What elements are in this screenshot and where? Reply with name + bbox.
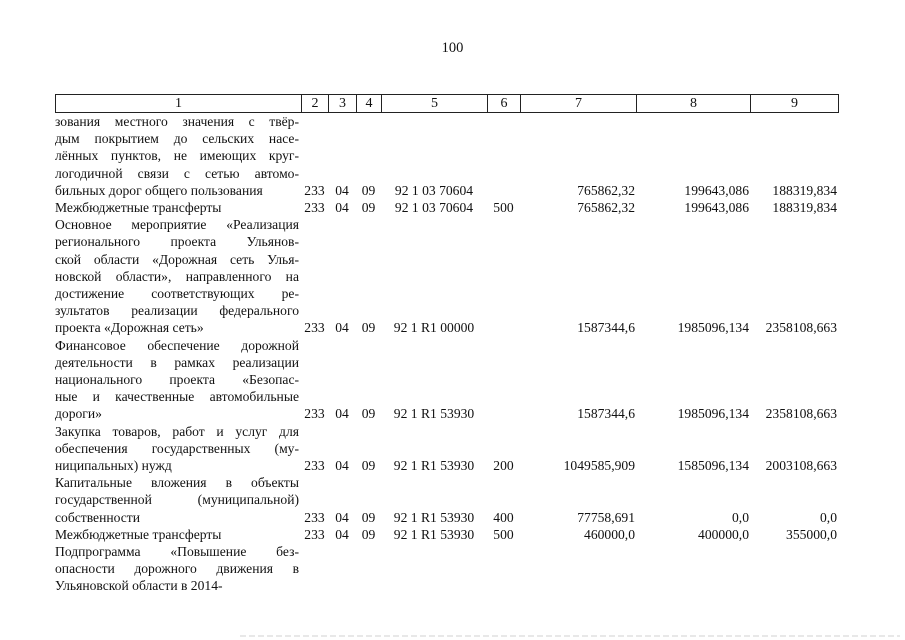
- section-code-cell: 04: [335, 526, 349, 542]
- chapter-code-cell: 233: [304, 509, 325, 525]
- subsection-code-cell: [356, 543, 381, 595]
- chapter-code-cell: 233: [304, 200, 325, 216]
- row-name-line: зования местного значения с твёр-: [55, 114, 299, 129]
- expense-type-cell: [487, 337, 520, 423]
- amount-year2-cell: 1985096,134: [677, 406, 749, 422]
- row-name-line: собственности: [55, 509, 141, 525]
- row-name-line: Основное мероприятие «Реализация: [55, 217, 299, 233]
- table-row: [55, 543, 838, 595]
- row-name-line: Межбюджетные трансферты: [55, 526, 222, 542]
- column-header-row: [56, 95, 839, 113]
- amount-year2-cell: 400000,0: [698, 526, 749, 542]
- row-name-line: Капитальные вложения в объекты: [55, 475, 299, 491]
- target-article-cell: [381, 543, 487, 595]
- row-name-cell: [55, 423, 301, 475]
- table-row: [55, 474, 838, 526]
- column-header-4: 4: [357, 95, 382, 113]
- column-header-6: 6: [488, 95, 521, 113]
- expense-type-cell: 500: [493, 200, 514, 216]
- row-name-line: достижение соответствующих ре-: [55, 286, 299, 302]
- amount-year2-cell: [636, 543, 750, 595]
- row-name-line: Финансовое обеспечение дорожной: [55, 337, 299, 353]
- expense-type-cell: [487, 543, 520, 595]
- target-article-cell: 92 1 03 70604: [394, 200, 474, 216]
- row-name-line: обеспечения государственных (му-: [55, 440, 299, 456]
- budget-table: [55, 113, 838, 595]
- amount-year1-cell: 1587344,6: [577, 320, 635, 336]
- column-header-1: 1: [56, 95, 302, 113]
- amount-year1-cell: 765862,32: [577, 200, 635, 216]
- amount-year1-cell: 765862,32: [577, 182, 635, 198]
- table-row: [55, 526, 838, 543]
- budget-table-body: [55, 113, 838, 595]
- column-header-3: 3: [329, 95, 357, 113]
- expense-type-cell: [487, 216, 520, 336]
- target-article-cell: 92 1 R1 00000: [393, 320, 475, 336]
- target-article-cell: 92 1 R1 53930: [393, 526, 475, 542]
- row-name-line: Подпрограмма «Повышение без-: [55, 544, 299, 560]
- row-name-line: Межбюджетные трансферты: [55, 200, 222, 216]
- amount-year2-cell: 1985096,134: [677, 320, 749, 336]
- table-row: [55, 216, 838, 336]
- section-code-cell: 04: [335, 406, 349, 422]
- row-name-line: Закупка товаров, работ и услуг для: [55, 423, 299, 439]
- row-name-line: новской области», направленного на: [55, 268, 299, 284]
- column-header-7: 7: [521, 95, 637, 113]
- row-name-line: проекта «Дорожная сеть»: [55, 320, 204, 336]
- section-code-cell: 04: [335, 458, 349, 474]
- amount-year3-cell: 188319,834: [772, 182, 837, 198]
- amount-year1-cell: 1049585,909: [563, 458, 635, 474]
- amount-year1-cell: [520, 543, 636, 595]
- row-name-line: ные и качественные автомобильные: [55, 389, 299, 405]
- amount-year2-cell: 1585096,134: [677, 458, 749, 474]
- column-header-2: 2: [302, 95, 329, 113]
- chapter-code-cell: 233: [304, 526, 325, 542]
- row-name-cell: [55, 543, 301, 595]
- amount-year3-cell: 2358108,663: [765, 320, 837, 336]
- chapter-code-cell: 233: [304, 182, 325, 198]
- chapter-code-cell: [301, 543, 328, 595]
- target-article-cell: 92 1 03 70604: [394, 182, 474, 198]
- table-row: [55, 113, 838, 199]
- table-row: [55, 423, 838, 475]
- amount-year1-cell: 460000,0: [584, 526, 635, 542]
- column-header-table: [55, 94, 839, 113]
- row-name-line: государственной (муниципальной): [55, 492, 299, 508]
- subsection-code-cell: 09: [361, 526, 376, 542]
- amount-year3-cell: [750, 543, 838, 595]
- row-name-line: деятельности в рамках реализации: [55, 354, 299, 370]
- subsection-code-cell: 09: [361, 182, 376, 198]
- subsection-code-cell: 09: [361, 406, 376, 422]
- amount-year3-cell: 2003108,663: [765, 458, 837, 474]
- column-header-9: 9: [751, 95, 839, 113]
- row-name-line: регионального проекта Ульянов-: [55, 234, 299, 250]
- section-code-cell: 04: [335, 320, 349, 336]
- target-article-cell: 92 1 R1 53930: [393, 458, 475, 474]
- amount-year2-cell: 199643,086: [684, 182, 749, 198]
- row-name-line: дороги»: [55, 406, 102, 422]
- section-code-cell: 04: [335, 509, 349, 525]
- amount-year1-cell: 77758,691: [577, 509, 635, 525]
- row-name-cell: [55, 113, 301, 199]
- row-name-line: ниципальных) нужд: [55, 458, 172, 474]
- row-name-cell: [55, 474, 301, 526]
- row-name-cell: [55, 526, 301, 543]
- row-name-line: логодичной связи с сетью автомо-: [55, 165, 299, 181]
- row-name-line: бильных дорог общего пользования: [55, 182, 263, 198]
- chapter-code-cell: 233: [304, 406, 325, 422]
- target-article-cell: 92 1 R1 53930: [393, 509, 475, 525]
- chapter-code-cell: 233: [304, 458, 325, 474]
- row-name-line: Ульяновской области в 2014-: [55, 578, 223, 594]
- target-article-cell: 92 1 R1 53930: [393, 406, 475, 422]
- row-name-line: ской области «Дорожная сеть Улья-: [55, 251, 299, 267]
- subsection-code-cell: 09: [361, 458, 376, 474]
- section-code-cell: 04: [335, 182, 349, 198]
- expense-type-cell: 500: [493, 526, 514, 542]
- row-name-cell: [55, 199, 301, 216]
- expense-type-cell: 200: [493, 458, 514, 474]
- amount-year3-cell: 0,0: [820, 509, 837, 525]
- amount-year3-cell: 188319,834: [772, 200, 837, 216]
- subsection-code-cell: 09: [361, 509, 376, 525]
- section-code-cell: 04: [335, 200, 349, 216]
- table-row: [55, 199, 838, 216]
- row-name-line: национального проекта «Безопас-: [55, 372, 299, 388]
- table-row: [55, 337, 838, 423]
- row-name-cell: [55, 337, 301, 423]
- row-name-line: опасности дорожного движения в: [55, 561, 299, 577]
- column-header-8: 8: [637, 95, 751, 113]
- row-name-line: зультатов реализации федерального: [55, 303, 299, 319]
- amount-year2-cell: 0,0: [732, 509, 749, 525]
- subsection-code-cell: 09: [361, 320, 376, 336]
- subsection-code-cell: 09: [361, 200, 376, 216]
- page-number: 100: [441, 40, 464, 56]
- row-name-cell: [55, 216, 301, 336]
- chapter-code-cell: 233: [304, 320, 325, 336]
- amount-year1-cell: 1587344,6: [577, 406, 635, 422]
- column-header-5: 5: [382, 95, 488, 113]
- expense-type-cell: 400: [493, 509, 514, 525]
- scan-artifact-line: [240, 635, 900, 637]
- row-name-line: дым покрытием до сельских насе-: [55, 131, 299, 147]
- expense-type-cell: [487, 113, 520, 199]
- amount-year2-cell: 199643,086: [684, 200, 749, 216]
- section-code-cell: [328, 543, 356, 595]
- amount-year3-cell: 355000,0: [786, 526, 837, 542]
- amount-year3-cell: 2358108,663: [765, 406, 837, 422]
- row-name-line: лённых пунктов, не имеющих круг-: [55, 148, 299, 164]
